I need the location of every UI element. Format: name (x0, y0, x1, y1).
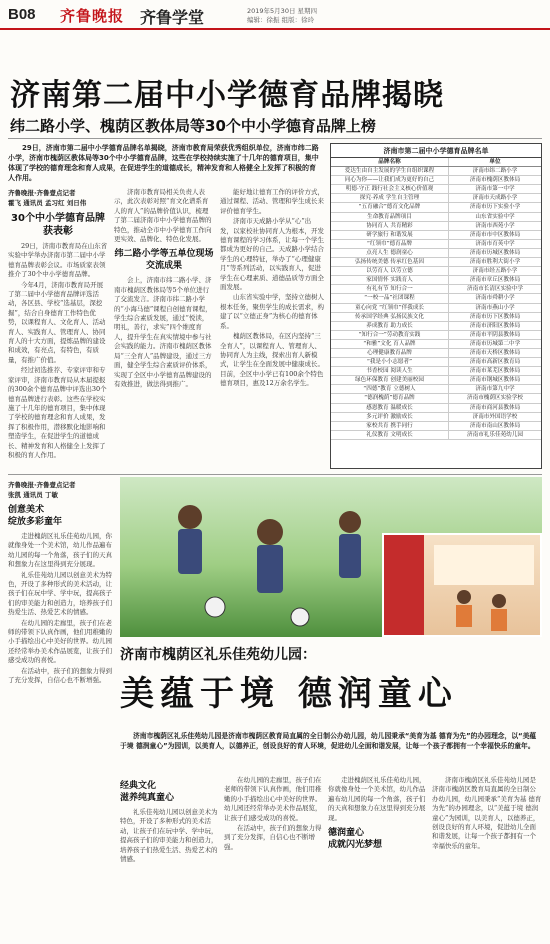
story1-paragraph: 济南市天成路小学从“心”出发，以家校社协同育人为根本，开发德育课程的学习体系，让每一个学生都成为更好的自己。天成路小学结合学生的心理特征，举办了“心理健康月”等系列活动，以实践育人，促进学生在心理素质、道德品质等方面全面发展。 (220, 217, 324, 292)
table-row (331, 231, 541, 240)
unit-name-cell: 济南市钢城区教体局 (469, 377, 521, 384)
table-row (331, 422, 541, 431)
story1-paragraph: 济南市教育局相关负责人表示，此次表彰对照“育文化谱系育人的育人”的品牌价值认识，梳理了第二届济南市中小学德育品牌的特色，推动全市中小学德育工作向更实效、品牌化、特色化发展。 (114, 188, 212, 244)
table-header (331, 158, 541, 167)
table-row (331, 285, 541, 294)
table-row (331, 367, 541, 376)
brand-name-cell: “我是小小志愿者” (331, 358, 449, 366)
table-row (331, 376, 541, 385)
brand-name-cell: “一校一品”社团课程 (331, 294, 449, 302)
unit-name-cell: 济南市济阳区教体局 (469, 322, 521, 329)
story1-column-2 (114, 188, 214, 470)
table-row (331, 304, 541, 313)
brand-name-cell: 绿色环保教育 创建美丽校园 (331, 376, 449, 384)
unit-name-cell: 济南市槐荫区教体局 (469, 177, 521, 184)
story2-paragraph: 礼乐佳苑幼儿园以创意美术为特色，开设了多种形式的美术活动，让孩子们在玩中学、学中玩，提高孩子们的审美能力和创造力，培养孩子们热爱生活、热爱艺术的情感。 (8, 570, 112, 617)
table-row (331, 240, 541, 249)
table-row (331, 431, 541, 440)
brand-name-cell: 协同育人 共育精彩 (331, 222, 449, 230)
unit-name-cell: 济南市历下区教体局 (469, 313, 521, 320)
story1-byline: 齐鲁晚报·齐鲁壹点记者 霍飞 通讯员 孟习红 刘日伟 (8, 189, 87, 207)
table-row (331, 322, 541, 331)
unit-name-cell: 济南市商河县教体局 (469, 404, 521, 411)
brand-name-cell: “和雅”文化 育人品牌 (331, 340, 449, 348)
main-headline: 济南第二届中小学德育品牌揭晓 (10, 78, 444, 113)
brand-name-cell: 有礼有节 知行合一 (331, 285, 449, 293)
table-row (331, 331, 541, 340)
unit-name-cell: 济南市历城第二中学 (469, 340, 521, 347)
masthead (0, 0, 550, 30)
story1-column-subhead: 纬二路小学等五单位现场交流成果 (114, 249, 214, 272)
brand-name-cell: 同心为你——让我们成为更好的自己 (331, 176, 449, 184)
brand-name-cell: “五育融合”德育文化品牌 (331, 203, 449, 211)
table-row (331, 267, 541, 276)
table-row (331, 358, 541, 367)
story1-paragraph: 槐荫区教体局，在区内坚持“三全育人”，以课程育人、管理育人、协同育人为主线，探索出育人新模式，让学生在全面发展中健康成长。目前，全区中小学已有100余个特色德育项目，惠及12万余名学生。 (220, 332, 324, 388)
table-row (331, 194, 541, 203)
section-title: 齐鲁学堂 (140, 8, 205, 27)
unit-name-cell: 济南市天桥区教体局 (469, 349, 521, 356)
story2-column-4 (328, 776, 426, 942)
table-title: 济南市第二届中小学德育品牌名单 (331, 144, 541, 158)
unit-name-cell: 济南市高新区教育局 (469, 359, 521, 366)
brand-name-cell: 传承国学经典 弘扬民族文化 (331, 313, 449, 321)
story1-paragraph: 能好地让德育工作的评价方式，通过课程、活动、管理和学生成长来评价德育学生。 (220, 188, 324, 215)
brand-name-cell: “知行合一”劳动教育实践 (331, 331, 449, 339)
unit-name-cell: 济南市历下实验小学 (469, 204, 521, 211)
table-body (331, 167, 541, 440)
story2-lead-text: 济南市槐荫区礼乐佳苑幼儿园是济南市槐荫区教育局直属的全日制公办幼儿园，幼儿园秉承“美育为基 德育为先”的办园理念，以“美蕴于境 德润童心”为园训，以美育人，以德养正，创设良好的育人环境，促进幼儿全面和谐发展，让每一个孩子都拥有一个幸福快乐的童年。 (120, 732, 537, 750)
unit-name-cell: 济南市舜耕小学 (475, 295, 515, 302)
unit-name-cell: 济南市礼乐佳苑幼儿园 (467, 431, 523, 438)
story1-lead (8, 143, 320, 183)
table-row (331, 394, 541, 403)
table-header-cell: 品牌名称 (331, 158, 449, 166)
table-row (331, 276, 541, 285)
table-row (331, 176, 541, 185)
story1-paragraph: 29日，济南市教育局在山东省实验中学举办济南市第二届中小学德育品牌表彰会议。市场质家表领推介了30个中小学德育品牌。 (8, 242, 108, 279)
story2-byline: 齐鲁晚报·齐鲁壹点记者 张凯 通讯员 丁敏 (8, 481, 76, 499)
unit-name-cell: 济南市莱芜区教体局 (469, 368, 521, 375)
story2-headline-small: 济南市槐荫区礼乐佳苑幼儿园： (120, 647, 316, 663)
story2-paragraph: 在幼儿园的走廊里，孩子们在老师的带领下认真作画，他们用稚嫩的小手描绘出心中美好的世界。幼儿园还经常举办美术作品展览，让孩子们感受成功的喜悦。 (8, 618, 112, 665)
story2-column-2 (120, 776, 218, 942)
unit-name-cell: 济南市章丘区教体局 (469, 277, 521, 284)
brand-name-cell: 点亮人生 德润童心 (331, 249, 449, 257)
brand-name-cell: 探究·养成 学生自主管理 (331, 194, 449, 202)
brand-name-cell: 家国情怀 实践育人 (331, 276, 449, 284)
table-row (331, 385, 541, 394)
story1-column-1 (8, 188, 108, 470)
brand-name-cell: 以劳育人 以劳立德 (331, 267, 449, 275)
story1-column-3 (220, 188, 324, 470)
brand-name-cell: 童心向党 “红领巾”伴我成长 (331, 304, 449, 312)
brand-name-cell: 明德·守正 践行社会主义核心价值观 (331, 185, 449, 193)
story2-paragraph: 礼乐佳苑幼儿园以创意美术为特色，开设了多种形式的美术活动，让孩子们在玩中学、学中玩，提高孩子们的审美能力和创造力，培养孩子们热爱生活、热爱艺术的情感。 (120, 808, 218, 864)
story2-paragraph: 走进槐荫区礼乐佳苑幼儿园，你就像身处一个美术馆，幼儿作品遍布幼儿园的每一个角落，孩子们的天真和想象力在这里得到充分展现。 (8, 532, 112, 569)
brand-name-cell: 研学旅行 和谐发展 (331, 231, 449, 239)
unit-name-cell: 济南市纬二路小学 (472, 168, 518, 175)
unit-name-cell: 济南市经五路小学 (472, 268, 518, 275)
brand-list-table (330, 143, 542, 469)
unit-name-cell: 山东省实验中学 (475, 213, 515, 220)
story2-column-subhead: 经典文化 滋养纯真童心 (120, 781, 175, 803)
story2-column-5 (432, 776, 542, 942)
story2-paragraph: 走进槐荫区礼乐佳苑幼儿园，你就像身处一个美术馆，幼儿作品遍布幼儿园的每一个角落，孩子们的天真和想象力在这里得到充分展现。 (328, 776, 426, 822)
unit-name-cell: 济南市第九中学 (475, 386, 515, 393)
brand-name-cell: 感恩教育 温暖成长 (331, 404, 449, 412)
story2-lead (120, 731, 542, 751)
story2-column-1 (8, 480, 112, 942)
table-row (331, 349, 541, 358)
divider (8, 474, 542, 475)
story2-paragraph: 在活动中，孩子们的想象力得到了充分发挥，自信心也不断增强。 (8, 666, 112, 685)
brand-name-cell: 生命教育品牌项目 (331, 213, 449, 221)
brand-name-cell: “德润槐荫”德育品牌 (331, 394, 449, 402)
page-number: B08 (8, 6, 36, 23)
unit-name-cell: 济南市长清区实验中学 (467, 286, 523, 293)
unit-name-cell: 济南市育英中学 (475, 240, 515, 247)
story2-column-3 (224, 776, 322, 942)
unit-name-cell: 济南市西苑小学 (475, 222, 515, 229)
unit-name-cell: 济南市平阴县教体局 (469, 331, 521, 338)
table-row (331, 203, 541, 212)
brand-name-cell: 爱达生由自主发展的学生自组织课程 (331, 167, 449, 175)
table-row (331, 294, 541, 303)
story2-paragraph: 在活动中，孩子们的想象力得到了充分发挥，自信心也不断增强。 (224, 824, 322, 851)
main-subheadline: 纬二路小学、槐荫区教体局等30个中小学德育品牌上榜 (10, 117, 376, 135)
story2-headline-big: 美蕴于境 德润童心 (120, 674, 458, 714)
newspaper-logo: 齐鲁晚报 (60, 7, 125, 25)
table-row (331, 222, 541, 231)
table-row (331, 213, 541, 222)
table-row (331, 313, 541, 322)
story1-paragraph: 会上，济南市纬二路小学、济南市槐荫区教体局等5个单位进行了交流发言。济南市纬二路小学的“小海马德”课程自创德育课程，学生综合素质发展，通过“悦读，明礼，善行，求实”四个维度育人，提升学生在真实情境中参与社会实践的能力。济南市槐荫区教体局“三全育人”品牌建设，通过三方面，健全学生综合素质评价体系，实现了全区中小学德育品牌建设的有效推进，做法得到推广。 (114, 276, 212, 388)
brand-name-cell: 心理健康教育品牌 (331, 349, 449, 357)
editor-credits: 编辑：徐振 组版：徐玲 (247, 16, 315, 24)
brand-name-cell: “四德”教育 立德树人 (331, 385, 449, 393)
unit-name-cell: 济南市南山区教体局 (469, 422, 521, 429)
story2-paragraph: 在幼儿园的走廊里，孩子们在老师的带领下认真作画，他们用稚嫩的小手描绘出心中美好的世界。幼儿园还经常举办美术作品展览，让孩子们感受成功的喜悦。 (224, 776, 322, 822)
unit-name-cell: 济南市胜利大街小学 (469, 259, 521, 266)
unit-name-cell: 济南市天成路小学 (472, 195, 518, 202)
story1-paragraph: 经过初选推荐、专家评审和专家评审，济南市教育局从本届提报的300余个德育品牌中评选出30个德育品牌进行表彰。这些在学校实施了十几年的德育项目，集中体现了学校的德育理念和育人成果，发挥了积极作用，潜移默化地影响和塑造学生，在促进学生的道德成长、精神发育和人格健全上发挥了积极的育人作用。 (8, 366, 107, 459)
unit-name-cell: 济南市市中区教体局 (469, 231, 521, 238)
story2-sidehead: 创意美术 绽放多彩童年 (8, 505, 63, 527)
story2-paragraph: 济南市槐荫区礼乐佳苑幼儿园是济南市槐荫区教育局直属的全日制公办幼儿园，幼儿园秉承“美育为基 德育为先”的办园理念，以“美蕴于境 德润童心”为园训，以美育人，以德养正，创设良好的育人环境，促进幼儿全面和谐发展，让每一个孩子都拥有一个幸福快乐的童年。 (432, 776, 542, 850)
brand-name-cell: 书香校园 阅读人生 (331, 367, 449, 375)
unit-name-cell: 济南市第一中学 (475, 186, 515, 193)
classroom-inset-photo (382, 533, 542, 637)
table-row (331, 249, 541, 258)
story1-sidehead: 30个中小学德育品牌获表彰 (11, 213, 105, 237)
story1-paragraph: 山东省实验中学，坚持立德树人根本任务，聚焦学生的成长需求，构建了以“立德正身”为核心的德育体系。 (220, 293, 324, 330)
unit-name-cell: 济南市燕山小学 (475, 304, 515, 311)
unit-name-cell: 济南市外国语学校 (472, 413, 518, 420)
table-row (331, 413, 541, 422)
table-row (331, 258, 541, 267)
brand-name-cell: 礼仪教育 文明成长 (331, 431, 449, 439)
table-row (331, 340, 541, 349)
issue-date: 2019年5月30日 星期四 (247, 7, 318, 15)
story1-paragraph: 今年4月，济南市教育局开展了第二届中小学德育品牌评选活动，各区县、学校“选基层，深挖掘”，结合自身德育工作特色优势，以课程育人、文化育人、活动育人、实践育人、管理育人、协同育人的十大方面，提炼品牌的建设和成效，有亮点，有特色，有质量，有推广价值。 (8, 280, 106, 364)
brand-name-cell: “红领巾”德育品牌 (331, 240, 449, 248)
table-row (331, 167, 541, 176)
table-row (331, 404, 541, 413)
divider (8, 138, 542, 139)
story2-column-subhead: 德润童心 成就闪光梦想 (328, 828, 383, 851)
table-header-cell: 单位 (489, 159, 501, 165)
table-row (331, 185, 541, 194)
unit-name-cell: 济南市历城区教体局 (469, 249, 521, 256)
brand-name-cell: 弘扬传统美德 传承红色基因 (331, 258, 449, 266)
brand-name-cell: 多元评价 激励成长 (331, 413, 449, 421)
brand-name-cell: 养成教育 助力成长 (331, 322, 449, 330)
unit-name-cell: 济南市槐荫区实验学校 (467, 395, 523, 402)
brand-name-cell: 家校共育 携手同行 (331, 422, 449, 430)
story1-lead-text: 29日，济南市第二届中小学德育品牌名单揭晓，济南市教育局荣获优秀组织单位，济南市纬二路小学，济南市槐荫区教体局等30个中小学德育品牌，这些在学校持续实施了十几年的德育项目，集中体现了学校的德育理念和育人成果，在促进学生的道德成长，精神发育和人格健全上发挥了积极的育人作用。 (8, 144, 319, 182)
